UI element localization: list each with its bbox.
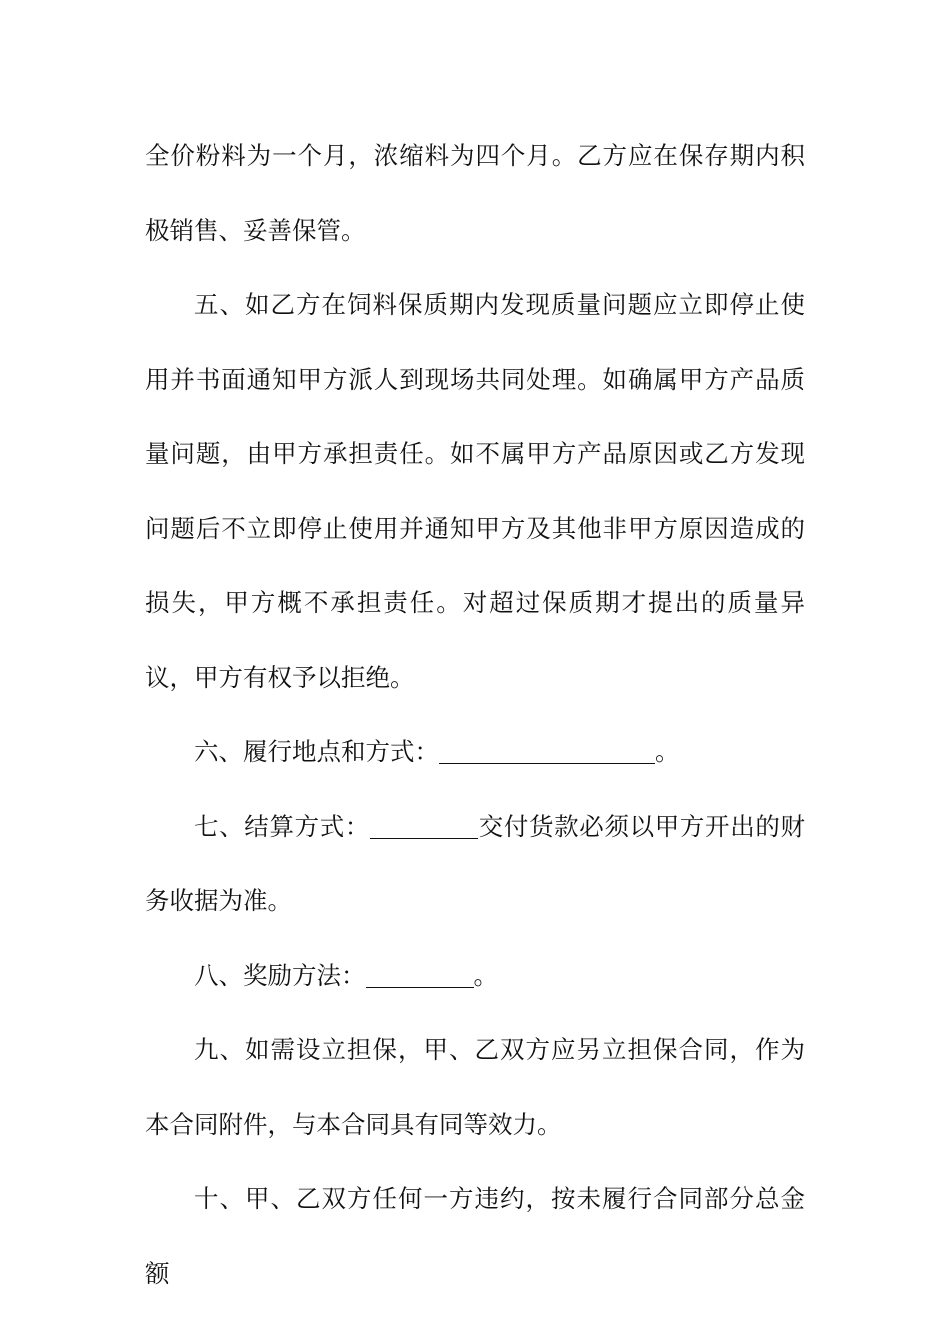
clause-6-label: 六、履行地点和方式： bbox=[194, 737, 439, 766]
paragraph-clause-7-settlement bbox=[145, 790, 805, 939]
clause-7-rest: 交付货款必须以甲方开出的财务收据为准。 bbox=[145, 811, 806, 915]
paragraph-clause-10-breach: 十、甲、乙双方任何一方违约，按未履行合同部分总金额 bbox=[145, 1184, 805, 1288]
clause-7-fill-blank bbox=[370, 810, 478, 839]
paragraph-clause-5-quality-issues: 五、如乙方在饲料保质期内发现质量问题应立即停止使用并书面通知甲方派人到现场共同处理。如确属甲方产品质量问题，由甲方承担责任。如不属甲方产品原因或乙方发现问题后不立即停止使用并通知甲方及其他非甲方原因造成的损失，甲方概不承担责任。对超过保质期才提出的质量异议，甲方有权予以拒绝。 bbox=[145, 290, 805, 692]
paragraph-clause-9-guarantee: 九、如需设立担保，甲、乙双方应另立担保合同，作为本合同附件，与本合同具有同等效力。 bbox=[145, 1035, 805, 1139]
clause-6-end: 。 bbox=[655, 737, 680, 766]
clause-7-label: 七、结算方式： bbox=[194, 811, 371, 841]
clause-6-fill-blank bbox=[439, 735, 655, 764]
paragraph-clause-8-reward bbox=[145, 939, 805, 1014]
clause-8-label: 八、奖励方法： bbox=[194, 960, 366, 990]
document-body bbox=[145, 119, 805, 1311]
paragraph-clause-6-place-and-method bbox=[145, 715, 805, 790]
clause-8-fill-blank bbox=[366, 959, 474, 988]
paragraph-storage-continued: 全价粉料为一个月，浓缩料为四个月。乙方应在保存期内积极销售、妥善保管。 bbox=[145, 141, 805, 245]
clause-8-end: 。 bbox=[473, 960, 498, 990]
